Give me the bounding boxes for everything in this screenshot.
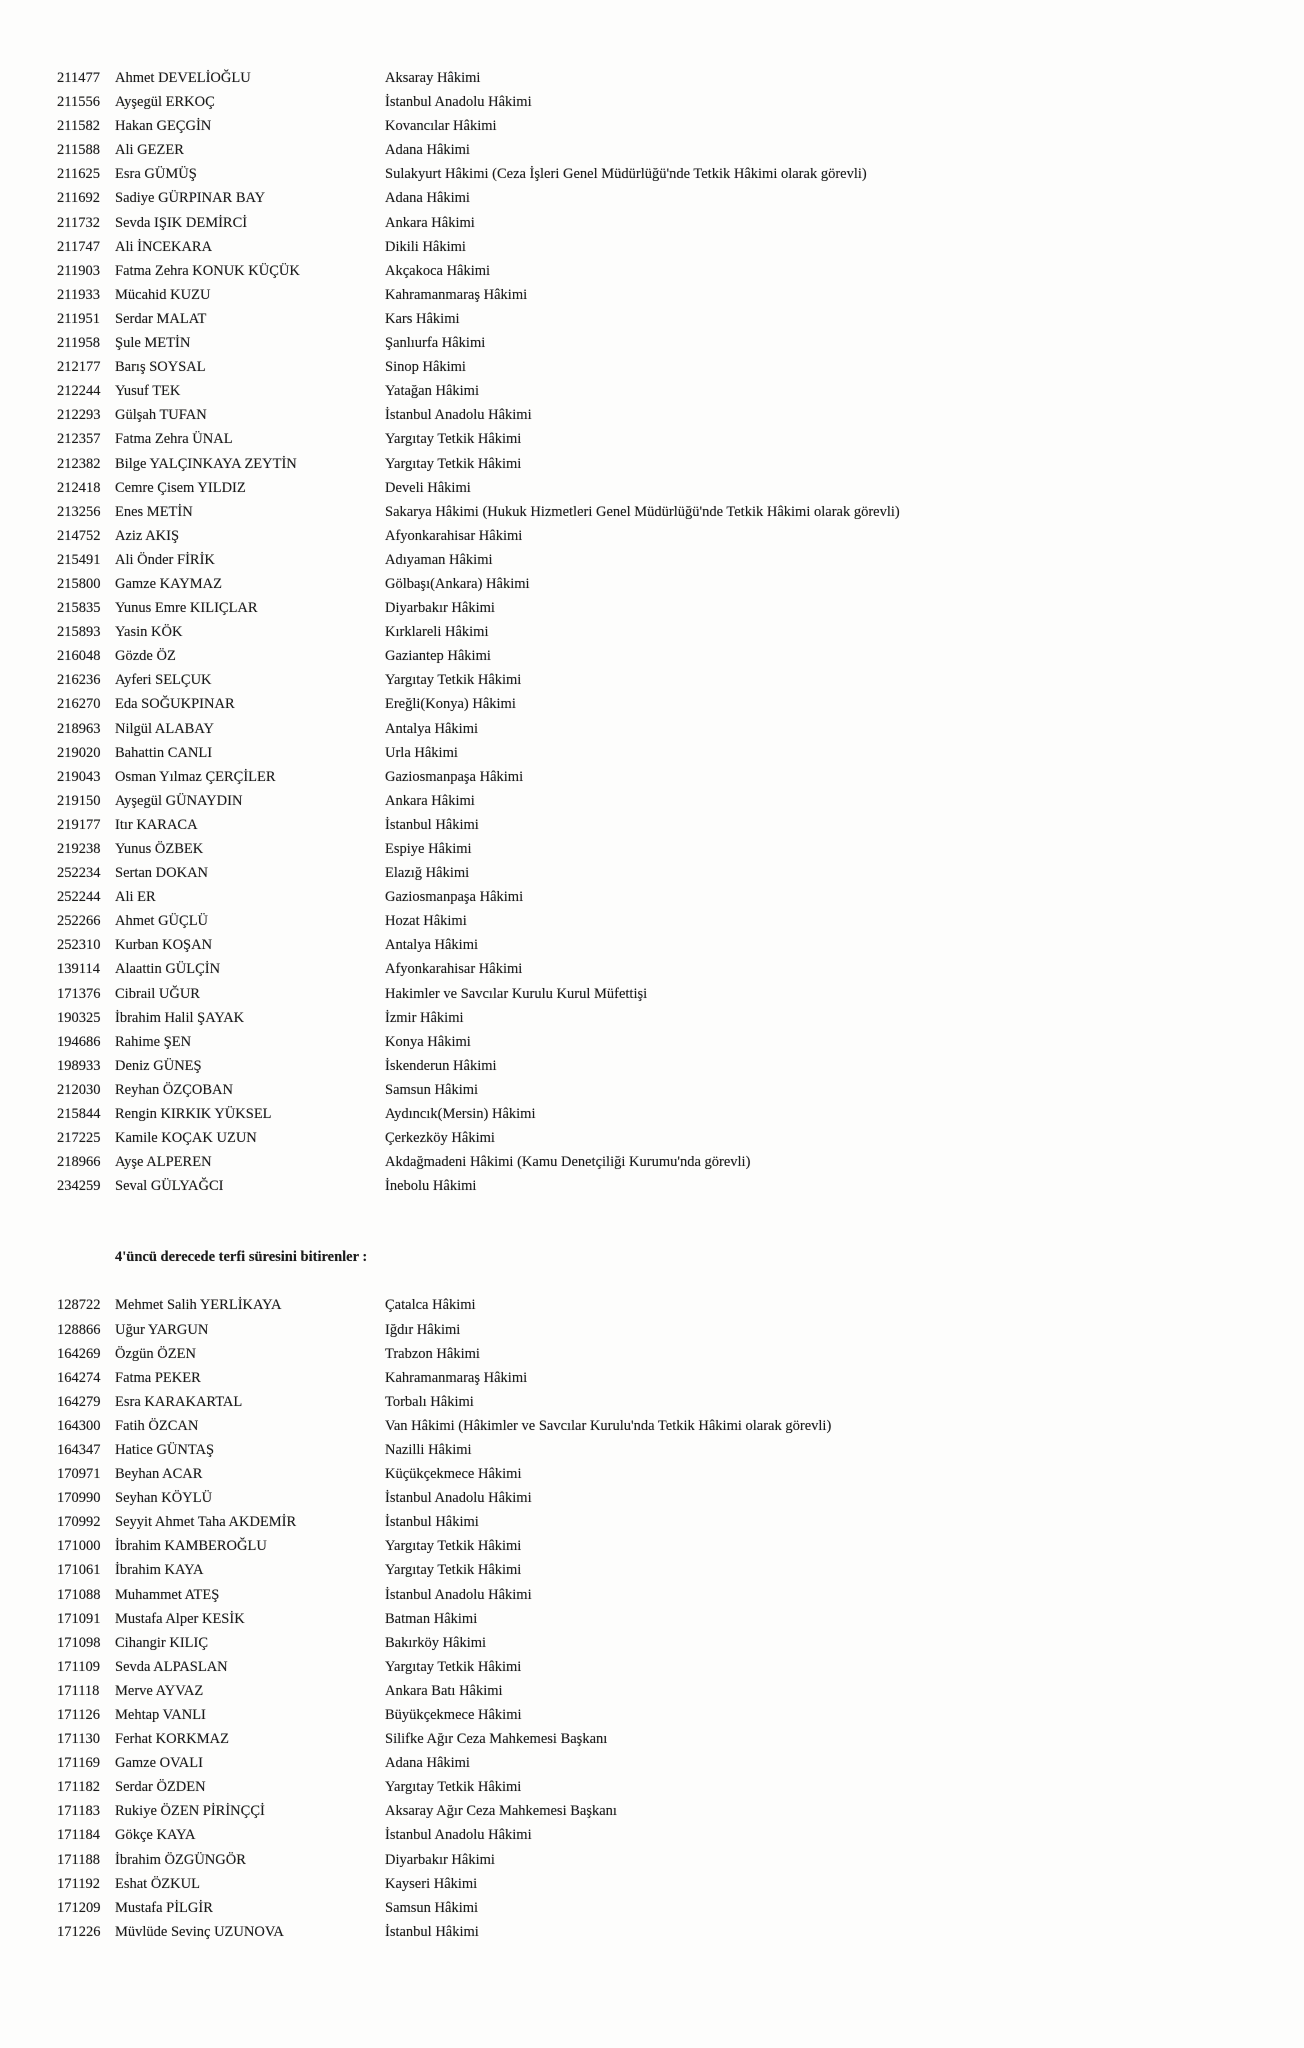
table-row (0, 982, 1304, 1006)
judge-name: Barış SOYSAL (115, 359, 206, 376)
table-row (0, 1390, 1304, 1414)
judge-name: Ayferi SELÇUK (115, 672, 212, 689)
judge-name: Yunus ÖZBEK (115, 841, 204, 857)
judge-name: Kurban KOŞAN (115, 937, 213, 954)
judge-name: Seyyit Ahmet Taha AKDEMİR (115, 1514, 297, 1531)
judge-name: Itır KARACA (115, 816, 198, 833)
table-row (0, 307, 1304, 331)
judge-name: Ahmet GÜÇLÜ (115, 913, 209, 930)
judge-name: Ahmet DEVELİOĞLU (115, 70, 251, 86)
judge-title: Urla Hâkimi (385, 744, 458, 761)
judge-name: Gözde ÖZ (115, 648, 176, 665)
table-row (0, 620, 1304, 644)
registry-number: 211625 (57, 166, 100, 183)
judge-name: Muhammet ATEŞ (115, 1586, 220, 1603)
registry-number: 164274 (57, 1369, 101, 1386)
judge-name: İbrahim Halil ŞAYAK (115, 1009, 245, 1026)
table-row (0, 524, 1304, 548)
table-row (0, 283, 1304, 307)
judge-title: Van Hâkimi (Hâkimler ve Savcılar Kurulu'nda Tetkik Hâkimi olarak görevli) (385, 1417, 832, 1434)
table-row (0, 668, 1304, 692)
judge-title: Iğdır Hâkimi (385, 1321, 461, 1338)
judge-name: Özgün ÖZEN (115, 1345, 196, 1362)
registry-number: 171091 (57, 1610, 101, 1627)
table-row (0, 138, 1304, 162)
judge-name: Eshat ÖZKUL (115, 1875, 200, 1892)
table-row (0, 186, 1304, 210)
table-row (0, 1078, 1304, 1102)
table-row (0, 1631, 1304, 1655)
registry-number: 194686 (57, 1033, 101, 1050)
judge-title: Adana Hâkimi (385, 190, 470, 207)
judge-name: Kamile KOÇAK UZUN (115, 1130, 257, 1147)
judge-title: Torbalı Hâkimi (385, 1393, 474, 1410)
registry-number: 171126 (57, 1707, 100, 1723)
registry-number: 219020 (57, 744, 101, 761)
table-row (0, 211, 1304, 235)
judge-title: İstanbul Anadolu Hâkimi (385, 407, 532, 424)
judge-title: Yargıtay Tetkik Hâkimi (385, 455, 522, 472)
table-row (0, 1318, 1304, 1342)
judge-name: Osman Yılmaz ÇERÇİLER (115, 768, 276, 785)
judge-title: Afyonkarahisar Hâkimi (385, 961, 523, 978)
judge-title: Ankara Hâkimi (385, 214, 475, 231)
table-row (0, 1558, 1304, 1582)
judge-title: Antalya Hâkimi (385, 720, 479, 737)
registry-number: 217225 (57, 1130, 101, 1147)
judge-name: Sevda ALPASLAN (115, 1658, 228, 1675)
judge-title: Ereğli(Konya) Hâkimi (385, 696, 516, 713)
judge-name: Mustafa PİLGİR (115, 1899, 213, 1916)
judge-name: Müvlüde Sevinç UZUNOVA (115, 1923, 284, 1940)
table-row (0, 813, 1304, 837)
table-row (0, 1607, 1304, 1631)
registry-number: 212244 (57, 383, 101, 400)
judge-name: Rukiye ÖZEN PİRİNÇÇİ (115, 1803, 265, 1820)
table-row (0, 452, 1304, 476)
judge-name: Ayşegül ERKOÇ (115, 94, 215, 111)
registry-number: 215491 (57, 551, 101, 568)
table-row (0, 861, 1304, 885)
judge-name: Bilge YALÇINKAYA ZEYTİN (115, 455, 297, 472)
registry-number: 212177 (57, 359, 101, 376)
table-row (0, 1920, 1304, 1944)
registry-number: 219150 (57, 792, 101, 809)
registry-number: 219238 (57, 841, 101, 857)
judge-name: Cibrail UĞUR (115, 985, 200, 1002)
registry-number: 252266 (57, 913, 101, 930)
judge-title: İzmir Hâkimi (385, 1009, 464, 1026)
table-row (0, 933, 1304, 957)
judge-title: İstanbul Hâkimi (385, 816, 479, 833)
judge-name: Yusuf TEK (115, 383, 181, 400)
judge-title: Batman Hâkimi (385, 1610, 478, 1627)
table-row (0, 1006, 1304, 1030)
judge-title: Antalya Hâkimi (385, 937, 479, 954)
registry-number: 211903 (57, 262, 100, 279)
registry-number: 171169 (57, 1755, 100, 1772)
registry-number: 171000 (57, 1538, 101, 1555)
table-row (0, 1174, 1304, 1198)
judge-name: Sadiye GÜRPINAR BAY (115, 190, 266, 207)
judge-name: Nilgül ALABAY (115, 720, 214, 737)
judge-title: Büyükçekmece Hâkimi (385, 1707, 522, 1723)
registry-number: 171184 (57, 1827, 100, 1844)
judge-name: Esra KARAKARTAL (115, 1393, 243, 1410)
judge-name: Gamze KAYMAZ (115, 575, 222, 592)
judge-list-section-2 (0, 1293, 1304, 1944)
judge-title: Gaziosmanpaşa Hâkimi (385, 889, 524, 906)
judge-title: Bakırköy Hâkimi (385, 1634, 487, 1651)
judge-name: Mustafa Alper KESİK (115, 1610, 245, 1627)
judge-title: Silifke Ağır Ceza Mahkemesi Başkanı (385, 1731, 608, 1748)
table-row (0, 1126, 1304, 1150)
judge-title: Kovancılar Hâkimi (385, 118, 497, 135)
registry-number: 190325 (57, 1009, 101, 1026)
judge-name: Alaattin GÜLÇİN (115, 961, 221, 978)
judge-title: Küçükçekmece Hâkimi (385, 1466, 522, 1483)
judge-title: Konya Hâkimi (385, 1033, 471, 1050)
judge-title: Çatalca Hâkimi (385, 1297, 476, 1314)
table-row (0, 1030, 1304, 1054)
registry-number: 211582 (57, 118, 100, 135)
judge-name: İbrahim KAYA (115, 1562, 204, 1579)
judge-name: Ayşegül GÜNAYDIN (115, 792, 243, 809)
judge-title: Yargıtay Tetkik Hâkimi (385, 1562, 522, 1579)
judge-title: Akdağmadeni Hâkimi (Kamu Denetçiliği Kurumu'nda görevli) (385, 1154, 751, 1171)
table-row (0, 1751, 1304, 1775)
table-row (0, 235, 1304, 259)
judge-name: Fatma PEKER (115, 1369, 201, 1386)
judge-name: Enes METİN (115, 503, 193, 520)
registry-number: 164269 (57, 1345, 101, 1362)
registry-number: 211933 (57, 286, 100, 303)
table-row (0, 1848, 1304, 1872)
registry-number: 252234 (57, 865, 101, 882)
table-row (0, 1799, 1304, 1823)
judge-title: Gaziosmanpaşa Hâkimi (385, 768, 524, 785)
judge-name: Seyhan KÖYLÜ (115, 1490, 213, 1507)
table-row (0, 957, 1304, 981)
judge-name: Bahattin CANLI (115, 744, 213, 761)
table-row (0, 596, 1304, 620)
judge-title: İstanbul Hâkimi (385, 1514, 479, 1531)
registry-number: 215800 (57, 575, 101, 592)
judge-title: Adana Hâkimi (385, 142, 470, 159)
judge-title: Hakimler ve Savcılar Kurulu Kurul Müfettişi (385, 985, 648, 1002)
judge-name: Mehtap VANLI (115, 1707, 206, 1723)
judge-title: Yargıtay Tetkik Hâkimi (385, 1658, 522, 1675)
judge-title: Kayseri Hâkimi (385, 1875, 478, 1892)
judge-title: Yargıtay Tetkik Hâkimi (385, 431, 522, 448)
table-row (0, 1872, 1304, 1896)
judge-title: Yargıtay Tetkik Hâkimi (385, 1779, 522, 1796)
registry-number: 171061 (57, 1562, 101, 1579)
judge-title: Nazilli Hâkimi (385, 1441, 472, 1458)
judge-name: Ali Önder FİRİK (115, 551, 215, 568)
table-row (0, 66, 1304, 90)
judge-title: Dikili Hâkimi (385, 238, 466, 255)
judge-title: Adıyaman Hâkimi (385, 551, 493, 568)
registry-number: 171182 (57, 1779, 100, 1796)
registry-number: 171130 (57, 1731, 100, 1748)
judge-name: Gülşah TUFAN (115, 407, 207, 424)
table-row (0, 403, 1304, 427)
table-row (0, 1823, 1304, 1847)
judge-name: İbrahim KAMBEROĞLU (115, 1538, 267, 1555)
registry-number: 171188 (57, 1851, 100, 1868)
judge-name: Mücahid KUZU (115, 286, 211, 303)
table-row (0, 1775, 1304, 1799)
registry-number: 211958 (57, 335, 100, 352)
judge-title: Adana Hâkimi (385, 1755, 470, 1772)
judge-title: Aksaray Ağır Ceza Mahkemesi Başkanı (385, 1803, 617, 1820)
judge-name: Fatma Zehra ÜNAL (115, 431, 233, 448)
registry-number: 211588 (57, 142, 100, 159)
registry-number: 171226 (57, 1923, 101, 1940)
registry-number: 214752 (57, 527, 101, 544)
table-row (0, 1366, 1304, 1390)
judge-name: Cihangir KILIÇ (115, 1634, 209, 1651)
table-row (0, 1054, 1304, 1078)
table-row (0, 717, 1304, 741)
registry-number: 213256 (57, 503, 101, 520)
table-row (0, 1896, 1304, 1920)
judge-title: İstanbul Anadolu Hâkimi (385, 1490, 532, 1507)
judge-name: Serdar ÖZDEN (115, 1779, 206, 1796)
registry-number: 171183 (57, 1803, 100, 1820)
table-row (0, 1655, 1304, 1679)
registry-number: 128722 (57, 1297, 101, 1314)
registry-number: 171192 (57, 1875, 100, 1892)
judge-name: Cemre Çisem YILDIZ (115, 479, 246, 496)
registry-number: 212418 (57, 479, 101, 496)
table-row (0, 331, 1304, 355)
registry-number: 171209 (57, 1899, 101, 1916)
table-row (0, 114, 1304, 138)
judge-name: Rahime ŞEN (115, 1033, 192, 1050)
judge-title: Gölbaşı(Ankara) Hâkimi (385, 575, 530, 592)
registry-number: 171088 (57, 1586, 101, 1603)
judge-title: Aksaray Hâkimi (385, 70, 481, 86)
judge-title: İskenderun Hâkimi (385, 1057, 497, 1074)
judge-title: İnebolu Hâkimi (385, 1178, 477, 1195)
table-row (0, 1703, 1304, 1727)
judge-title: Kırklareli Hâkimi (385, 624, 489, 641)
registry-number: 219043 (57, 768, 101, 785)
registry-number: 198933 (57, 1057, 101, 1074)
registry-number: 216270 (57, 696, 101, 713)
table-row (0, 909, 1304, 933)
judge-name: Gamze OVALI (115, 1755, 203, 1772)
table-row (0, 837, 1304, 861)
judge-title: Espiye Hâkimi (385, 841, 472, 857)
registry-number: 252310 (57, 937, 101, 954)
table-row (0, 692, 1304, 716)
registry-number: 216048 (57, 648, 101, 665)
judge-title: Sulakyurt Hâkimi (Ceza İşleri Genel Müdürlüğü'nde Tetkik Hâkimi olarak görevli) (385, 166, 867, 183)
judge-name: Hakan GEÇGİN (115, 118, 212, 135)
judge-title: Ankara Batı Hâkimi (385, 1682, 503, 1699)
judge-title: İstanbul Anadolu Hâkimi (385, 1827, 532, 1844)
registry-number: 252244 (57, 889, 101, 906)
judge-name: Seval GÜLYAĞCI (115, 1178, 224, 1195)
registry-number: 211732 (57, 214, 100, 231)
table-row (0, 1486, 1304, 1510)
judge-name: Yunus Emre KILIÇLAR (115, 600, 258, 617)
judge-name: Uğur YARGUN (115, 1321, 209, 1338)
judge-title: Gaziantep Hâkimi (385, 648, 491, 665)
table-row (0, 644, 1304, 668)
judge-title: Samsun Hâkimi (385, 1899, 479, 1916)
judge-title: Kars Hâkimi (385, 310, 460, 327)
judge-title: Yatağan Hâkimi (385, 383, 479, 400)
registry-number: 216236 (57, 672, 101, 689)
judge-name: Gökçe KAYA (115, 1827, 196, 1844)
judge-title: Kahramanmaraş Hâkimi (385, 286, 528, 303)
table-row (0, 1150, 1304, 1174)
table-row (0, 1679, 1304, 1703)
judge-title: Akçakoca Hâkimi (385, 262, 491, 279)
registry-number: 212382 (57, 455, 101, 472)
judge-title: Elazığ Hâkimi (385, 865, 470, 882)
judge-title: Şanlıurfa Hâkimi (385, 335, 486, 352)
judge-title: Ankara Hâkimi (385, 792, 475, 809)
judge-name: Rengin KIRKIK YÜKSEL (115, 1106, 272, 1123)
judge-name: Yasin KÖK (115, 624, 183, 641)
judge-title: Çerkezköy Hâkimi (385, 1130, 495, 1147)
judge-title: Sakarya Hâkimi (Hukuk Hizmetleri Genel Müdürlüğü'nde Tetkik Hâkimi olarak görevli) (385, 503, 900, 520)
table-row (0, 355, 1304, 379)
registry-number: 170971 (57, 1466, 101, 1483)
judge-title: Hozat Hâkimi (385, 913, 467, 930)
table-row (0, 1534, 1304, 1558)
registry-number: 215835 (57, 600, 101, 617)
registry-number: 219177 (57, 816, 101, 833)
registry-number: 212030 (57, 1081, 101, 1098)
judge-title: Aydıncık(Mersin) Hâkimi (385, 1106, 536, 1123)
judge-name: Şule METİN (115, 335, 191, 352)
table-row (0, 765, 1304, 789)
registry-number: 218963 (57, 720, 101, 737)
table-row (0, 379, 1304, 403)
registry-number: 211692 (57, 190, 100, 207)
registry-number: 211747 (57, 238, 100, 255)
table-row (0, 427, 1304, 451)
judge-name: Fatma Zehra KONUK KÜÇÜK (115, 262, 300, 279)
judge-name: Deniz GÜNEŞ (115, 1057, 202, 1074)
judge-name: Beyhan ACAR (115, 1466, 203, 1483)
registry-number: 164300 (57, 1417, 101, 1434)
registry-number: 212357 (57, 431, 101, 448)
table-row (0, 1510, 1304, 1534)
judge-title: Yargıtay Tetkik Hâkimi (385, 672, 522, 689)
judge-title: İstanbul Anadolu Hâkimi (385, 94, 532, 111)
judge-title: İstanbul Anadolu Hâkimi (385, 1586, 532, 1603)
judge-title: İstanbul Hâkimi (385, 1923, 479, 1940)
registry-number: 212293 (57, 407, 101, 424)
judge-title: Kahramanmaraş Hâkimi (385, 1369, 528, 1386)
registry-number: 170992 (57, 1514, 101, 1531)
registry-number: 164347 (57, 1441, 101, 1458)
registry-number: 171118 (57, 1682, 100, 1699)
registry-number: 211477 (57, 70, 100, 86)
judge-title: Afyonkarahisar Hâkimi (385, 527, 523, 544)
registry-number: 128866 (57, 1321, 101, 1338)
registry-number: 211556 (57, 94, 100, 111)
table-row (0, 259, 1304, 283)
judge-name: Aziz AKIŞ (115, 527, 180, 544)
judge-name: Ali İNCEKARA (115, 238, 213, 255)
table-row (0, 1727, 1304, 1751)
table-row (0, 500, 1304, 524)
judge-name: Ferhat KORKMAZ (115, 1731, 229, 1748)
registry-number: 215844 (57, 1106, 101, 1123)
table-row (0, 476, 1304, 500)
judge-name: Hatice GÜNTAŞ (115, 1441, 215, 1458)
judge-title: Diyarbakır Hâkimi (385, 1851, 495, 1868)
table-row (0, 572, 1304, 596)
table-row (0, 1102, 1304, 1126)
table-row (0, 1583, 1304, 1607)
table-row (0, 789, 1304, 813)
registry-number: 171098 (57, 1634, 101, 1651)
table-row (0, 1438, 1304, 1462)
registry-number: 171376 (57, 985, 101, 1002)
registry-number: 211951 (57, 310, 100, 327)
table-row (0, 885, 1304, 909)
judge-title: Samsun Hâkimi (385, 1081, 479, 1098)
table-row (0, 1462, 1304, 1486)
registry-number: 218966 (57, 1154, 101, 1171)
judge-title: Yargıtay Tetkik Hâkimi (385, 1538, 522, 1555)
judge-name: İbrahim ÖZGÜNGÖR (115, 1851, 246, 1868)
judge-name: Ali ER (115, 889, 156, 906)
judge-name: Ali GEZER (115, 142, 184, 159)
table-row (0, 90, 1304, 114)
table-row (0, 1342, 1304, 1366)
registry-number: 215893 (57, 624, 101, 641)
table-row (0, 1414, 1304, 1438)
judge-name: Fatih ÖZCAN (115, 1417, 199, 1434)
registry-number: 139114 (57, 961, 100, 978)
registry-number: 171109 (57, 1658, 100, 1675)
judge-title: Trabzon Hâkimi (385, 1345, 480, 1362)
judge-name: Eda SOĞUKPINAR (115, 696, 235, 713)
judge-name: Esra GÜMÜŞ (115, 166, 197, 183)
judge-title: Sinop Hâkimi (385, 359, 466, 376)
judge-name: Sevda IŞIK DEMİRCİ (115, 214, 248, 231)
judge-name: Reyhan ÖZÇOBAN (115, 1081, 234, 1098)
registry-number: 170990 (57, 1490, 101, 1507)
table-row (0, 1293, 1304, 1317)
table-row (0, 741, 1304, 765)
judge-name: Mehmet Salih YERLİKAYA (115, 1297, 282, 1314)
judge-title: Develi Hâkimi (385, 479, 471, 496)
judge-name: Ayşe ALPEREN (115, 1154, 212, 1171)
registry-number: 164279 (57, 1393, 101, 1410)
judge-name: Merve AYVAZ (115, 1682, 204, 1699)
judge-title: Diyarbakır Hâkimi (385, 600, 495, 617)
judge-name: Serdar MALAT (115, 310, 207, 327)
table-row (0, 548, 1304, 572)
judge-name: Sertan DOKAN (115, 865, 209, 882)
table-row (0, 162, 1304, 186)
section-header-4th-degree: 4'üncü derecede terfi süresini bitirenler : (115, 1249, 368, 1266)
registry-number: 234259 (57, 1178, 101, 1195)
